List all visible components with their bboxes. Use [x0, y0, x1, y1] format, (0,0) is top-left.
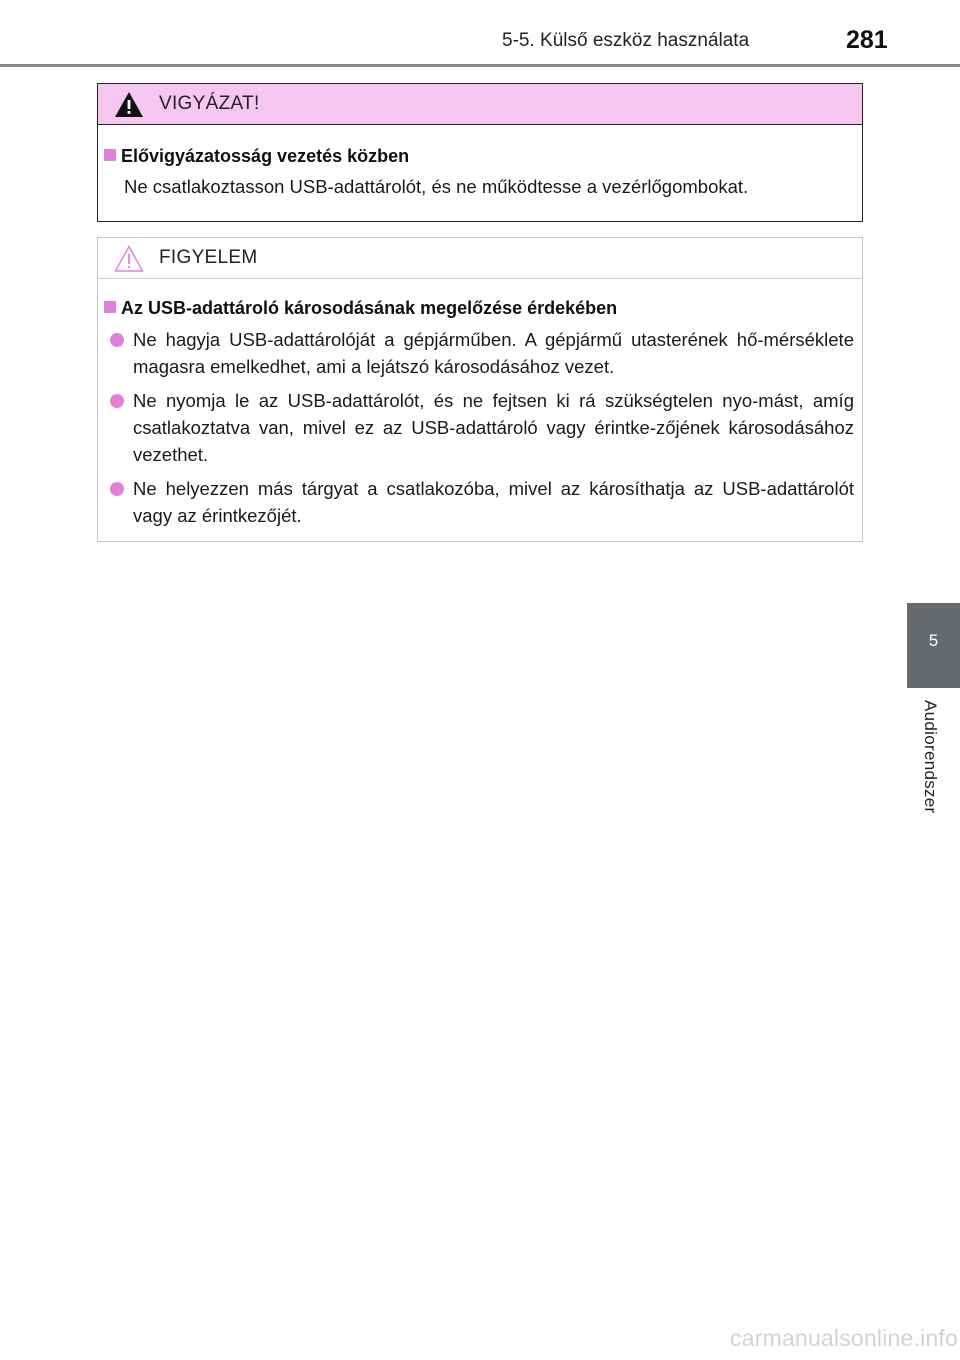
page-number: 281 [846, 26, 888, 54]
warning-text: Ne csatlakoztasson USB-adattárolót, és ne működtesse a vezérlőgombokat. [124, 176, 749, 197]
list-item [108, 475, 854, 529]
list-item-text: Ne hagyja USB-adattárolóját a gépjárműben. A gépjármű utasterének hő-mérséklete magasra emelkedhet, ami a lejátszó károsodásához vezet. [133, 329, 854, 377]
caution-heading-text: Az USB-adattároló károsodásának megelőzése érdekében [121, 298, 618, 318]
circle-bullet-icon [110, 482, 124, 496]
circle-bullet-icon [110, 394, 124, 408]
list-item [108, 326, 854, 380]
warning-triangle-icon [114, 91, 144, 118]
warning-section-heading [104, 146, 409, 167]
watermark: carmanualsonline.info [730, 1325, 958, 1351]
caution-triangle-icon [114, 245, 144, 272]
caution-box [97, 237, 863, 542]
chapter-tab [907, 603, 960, 688]
caution-box-header [98, 238, 862, 279]
warning-box-title: VIGYÁZAT! [159, 93, 260, 114]
square-bullet-icon [104, 149, 116, 161]
warning-box-header [98, 84, 862, 125]
header-divider [0, 64, 960, 67]
chapter-number: 5 [928, 631, 939, 650]
caution-box-title: FIGYELEM [159, 247, 258, 268]
chapter-title-vertical [916, 700, 940, 835]
warning-box [97, 83, 863, 222]
chapter-title: Audiorendszer [921, 700, 940, 814]
caution-section-heading [104, 298, 617, 319]
section-title: 5-5. Külső eszköz használata [502, 30, 750, 51]
list-item-text: Ne nyomja le az USB-adattárolót, és ne fejtsen ki rá szükségtelen nyo-mást, amíg csatlakoztatva van, mivel ez az USB-adattároló vagy érintke-zőjének károsodásához vezethet. [133, 390, 854, 465]
circle-bullet-icon [110, 333, 124, 347]
list-item-text: Ne helyezzen más tárgyat a csatlakozóba, mivel az károsíthatja az USB-adattárolót vagy az érintkezőjét. [133, 478, 854, 526]
list-item [108, 387, 854, 468]
square-bullet-icon [104, 301, 116, 313]
warning-heading-text: Elővigyázatosság vezetés közben [121, 146, 410, 166]
